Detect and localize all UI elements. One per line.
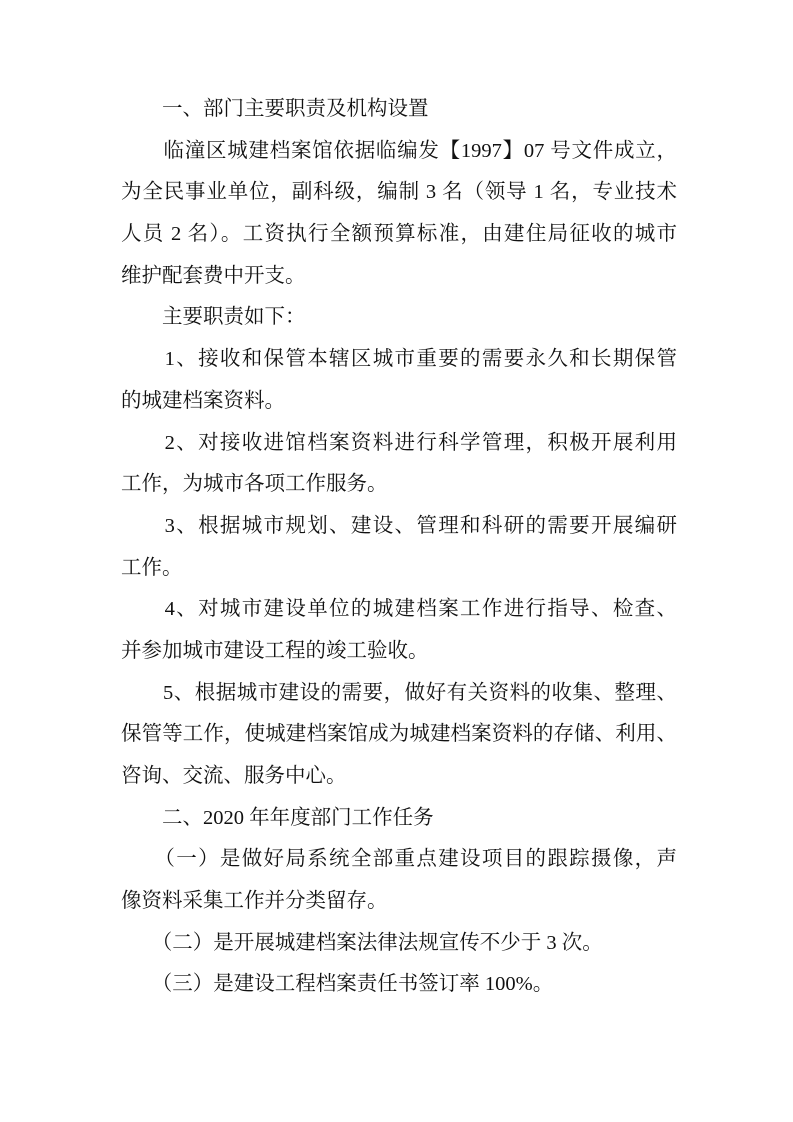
body-text-line: 2、对接收进馆档案资料进行科学管理，积极开展利用	[121, 431, 677, 454]
body-text-line: 1、接收和保管本辖区城市重要的需要永久和长期保管	[121, 348, 677, 371]
body-text-line: 的城建档案资料。	[121, 389, 285, 412]
document-text-block	[121, 89, 677, 1006]
body-text-line: 主要职责如下：	[121, 306, 306, 329]
body-text-line: 3、根据城市规划、建设、管理和科研的需要开展编研	[121, 514, 677, 537]
section-heading-line: 二、2020 年年度部门工作任务	[121, 806, 434, 829]
body-text-line: （三）是建设工程档案责任书签订率 100%。	[121, 973, 554, 996]
body-text-line: 为全民事业单位，副科级，编制 3 名（领导 1 名，专业技术	[121, 181, 677, 204]
body-text-line: 4、对城市建设单位的城建档案工作进行指导、检查、	[121, 598, 677, 621]
body-text-line: 5、根据城市建设的需要，做好有关资料的收集、整理、	[121, 681, 677, 704]
body-text-line: 维护配套费中开支。	[121, 264, 306, 287]
body-text-line: 工作。	[121, 556, 183, 579]
section-heading-line: 一、部门主要职责及机构设置	[121, 98, 429, 120]
body-text-line: 临潼区城建档案馆依据临编发【1997】07 号文件成立，	[121, 139, 677, 162]
body-text-line: 人员 2 名）。工资执行全额预算标准，由建住局征收的城市	[121, 223, 677, 246]
body-text-line: 并参加城市建设工程的竣工验收。	[121, 639, 429, 662]
body-text-line: 保管等工作，使城建档案馆成为城建档案资料的存储、利用、	[121, 723, 677, 746]
body-text-line: 工作，为城市各项工作服务。	[121, 473, 388, 496]
body-text-line: 咨询、交流、服务中心。	[121, 765, 347, 787]
body-text-line: （一）是做好局系统全部重点建设项目的跟踪摄像，声	[121, 848, 677, 871]
body-text-line: 像资料采集工作并分类留存。	[121, 890, 388, 913]
body-text-line: （二）是开展城建档案法律法规宣传不少于 3 次。	[121, 931, 603, 954]
